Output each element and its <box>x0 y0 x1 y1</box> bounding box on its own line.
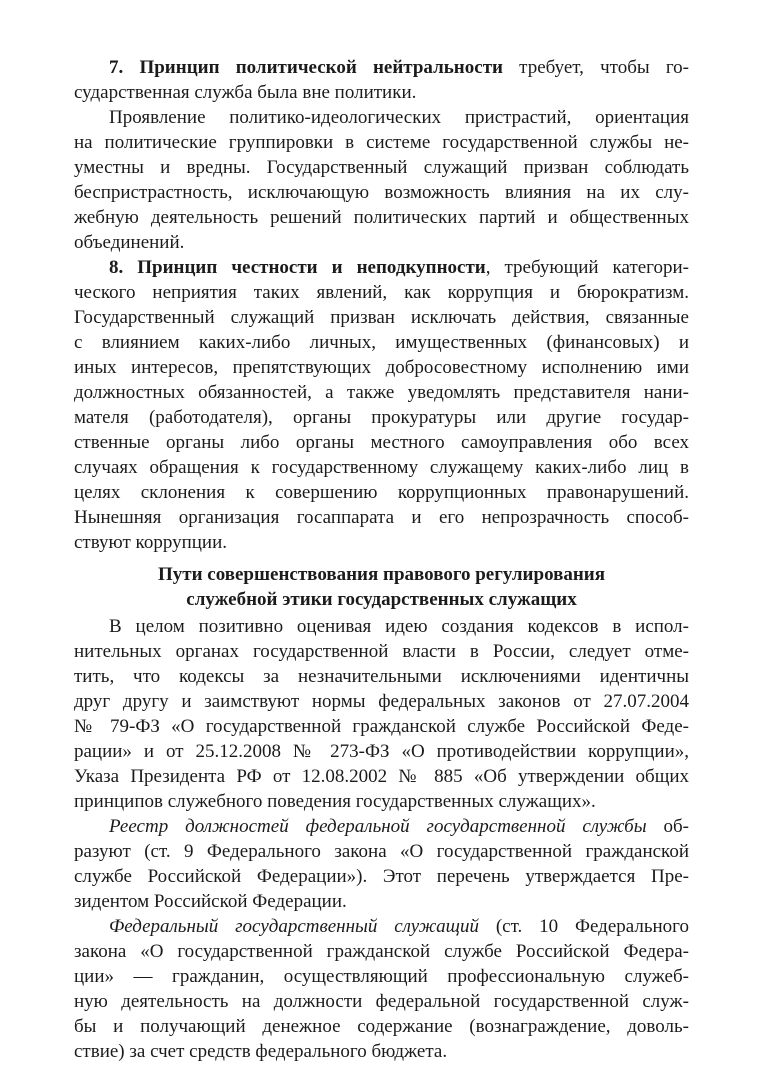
paragraph-line: иных интересов, препятствующих добросовестному исполнению ими <box>74 357 689 378</box>
paragraph-line: ствуют коррупции. <box>74 532 227 553</box>
paragraph-line: 7. Принцип политической нейтральности требует, чтобы го- <box>109 57 689 78</box>
paragraph-line: должностных обязанностей, а также уведомлять представителя нани- <box>74 382 689 403</box>
paragraph-line: зидентом Российской Федерации. <box>74 891 347 912</box>
paragraph-line: ствие) за счет средств федерального бюджета. <box>74 1041 448 1062</box>
paragraph-line: рации» и от 25.12.2008 № 273-ФЗ «О противодействии коррупции», <box>74 741 689 762</box>
paragraph-line: ную деятельность на должности федеральной государственной служ- <box>74 991 689 1012</box>
registry-term: Реестр должностей федеральной государственной службы <box>109 816 647 837</box>
paragraph-line: закона «О государственной гражданской службе Российской Федера- <box>74 941 689 962</box>
paragraph-line: с влиянием каких-либо личных, имущественных (финансовых) и <box>74 332 689 353</box>
paragraph-line: бы и получающий денежное содержание (вознаграждение, доволь- <box>74 1016 689 1037</box>
principle-8-title: 8. Принцип честности и неподкупности <box>109 257 486 278</box>
paragraph-line: службе Российской Федерации»). Этот перечень утверждается Пре- <box>74 866 689 887</box>
paragraph-line: ческого неприятия таких явлений, как коррупция и бюрократизм. <box>74 282 689 303</box>
paragraph-line: на политические группировки в системе государственной службы не- <box>74 132 689 153</box>
paragraph-line: случаях обращения к государственному служащему каких-либо лиц в <box>74 457 689 478</box>
paragraph-line: жебную деятельность решений политических партий и общественных <box>74 207 689 228</box>
paragraph-line: нительных органах государственной власти в России, следует отме- <box>74 641 689 662</box>
paragraph-line: объединений. <box>74 232 185 253</box>
paragraph-line: Реестр должностей федеральной государственной службы об- <box>109 816 689 837</box>
paragraph-line: Государственный служащий призван исключать действия, связанные <box>74 307 689 328</box>
paragraph-line: разуют (ст. 9 Федерального закона «О государственной гражданской <box>74 841 689 862</box>
paragraph-line: сударственная служба была вне политики. <box>74 82 417 103</box>
paragraph-line: друг другу и заимствуют нормы федеральных законов от 27.07.2004 <box>74 691 689 712</box>
paragraph-line: Федеральный государственный служащий (ст. 10 Федерального <box>109 916 689 937</box>
paragraph-line: Проявление политико-идеологических пристрастий, ориентация <box>109 107 689 128</box>
section-heading-line-1: Пути совершенствования правового регулирования <box>157 564 606 585</box>
paragraph-line: тить, что кодексы за незначительными исключениями идентичны <box>74 666 689 687</box>
paragraph-line: ции» — гражданин, осуществляющий профессиональную служеб- <box>74 966 689 987</box>
paragraph-line: Нынешняя организация госаппарата и его непрозрачность способ- <box>74 507 689 528</box>
paragraph-line: № 79-ФЗ «О государственной гражданской службе Российской Феде- <box>74 716 689 737</box>
paragraph-line: В целом позитивно оценивая идею создания кодексов в испол- <box>109 616 689 637</box>
paragraph-line: уместны и вредны. Государственный служащий призван соблюдать <box>74 157 689 178</box>
principle-7-title: 7. Принцип политической нейтральности <box>109 57 503 78</box>
paragraph-line: мателя (работодателя), органы прокуратуры или другие государ- <box>74 407 689 428</box>
section-heading-line-2: служебной этики государственных служащих <box>186 589 577 610</box>
paragraph-line: целях склонения к совершению коррупционных правонарушений. <box>74 482 689 503</box>
paragraph-line: ственные органы либо органы местного самоуправления обо всех <box>74 432 689 453</box>
paragraph-line: 8. Принцип честности и неподкупности, требующий категори- <box>109 257 689 278</box>
federal-servant-term: Федеральный государственный служащий <box>109 916 479 937</box>
paragraph-line: Указа Президента РФ от 12.08.2002 № 885 «Об утверждении общих <box>74 766 689 787</box>
paragraph-line: принципов служебного поведения государственных служащих». <box>74 791 596 812</box>
paragraph-line: беспристрастность, исключающую возможность влияния на их слу- <box>74 182 689 203</box>
